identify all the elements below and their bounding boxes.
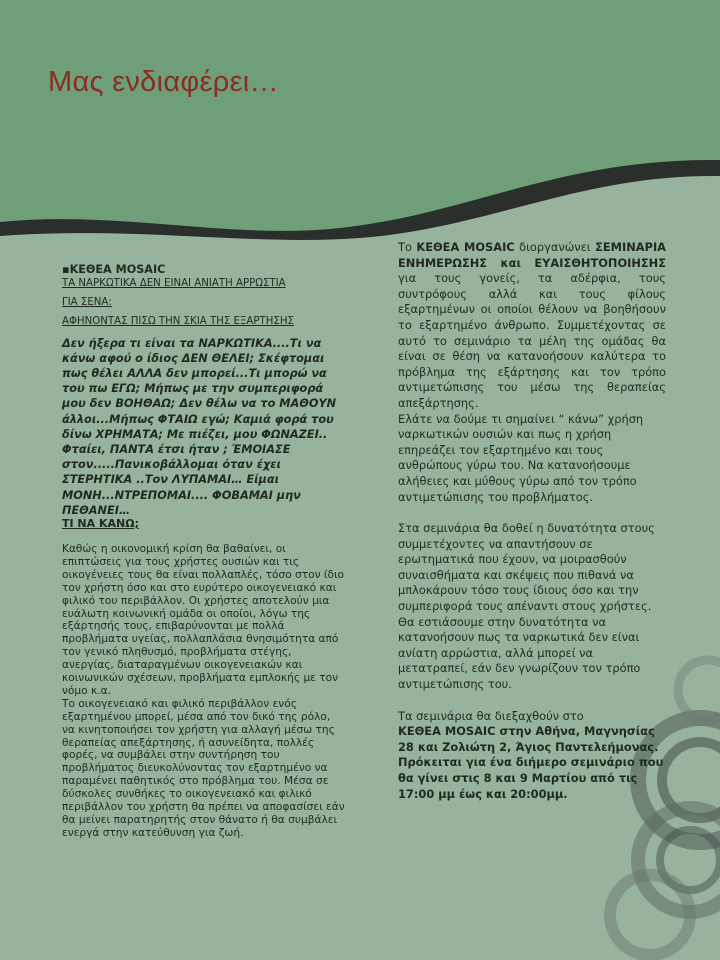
what-to-do-heading: ΤΙ ΝΑ ΚΑΝΩ; [62,517,139,531]
right-paragraph-2: Ελάτε να δούμε τι σημαίνει “ κάνω” χρήση ναρκωτικών ουσιών και πως η χρήση επηρεάζει τον εξαρτημένο και τους ανθρώπους γύρω του. Να κατανοήσουμε αλήθειες και μύθους γύρω από τον τρόπο αντιμετώπισης του προβλήματος. [398,411,644,504]
subtitle-line-2: ΓΙΑ ΣΕΝΑ: [62,296,112,308]
right-paragraph-3: Στα σεμινάρια θα δοθεί η δυνατότητα στους συμμετέχοντες να απαντήσουν σε ερωτηματικά που έχουν, να μοιρασθούν συναισθήματα και σκέψεις που πιθανά να μπλοκάρουν τόσο τους ίδιους όσο και την συμπεριφορά τους απέναντι στους χρήστες. Θα εστιάσουμε στην δυνατότητα να κατανοήσουν πως τα ναρκωτικά δεν είναι ανίατη αρρώστια, αλλά μπορεί να μετατραπεί, εάν δεν γνωρίζουν τον τρόπο αντιμετώπισης του. [398,521,655,692]
right-column [398,240,666,802]
p4-intro: Τα σεμινάρια θα διεξαχθούν στο [398,708,584,723]
p4-details: ΚΕΘΕΑ MOSAIC στην Αθήνα, Μαγνησίας 28 και Ζολιώτη 2, Άγιος Παντελεήμονας. Πρόκειται για ένα διήμερο σεμινάριο που θα γίνει στις 8 και 9 Μαρτίου από τις 17:00 μμ έως και 20:00μμ. [398,724,664,801]
subtitle-line-3: ΑΦΗΝΟΝΤΑΣ ΠΙΣΩ ΤΗΝ ΣΚΙΑ ΤΗΣ ΕΞΑΡΤΗΣΗΣ [62,315,294,327]
right-paragraph-1 [398,240,666,412]
p1-verb: διοργανώνει [519,240,591,254]
left-column [62,264,346,840]
bullet-icon: ▪ [62,263,70,276]
right-paragraph-4 [398,709,666,803]
worries-paragraph: Δεν ήξερα τι είναι τα ΝΑΡΚΩΤΙΚΑ....Τι να κάνω αφού ο ίδιος ΔΕΝ ΘΕΛΕΙ; Σκέφτομαι πως θέλει ΑΛΛΑ δεν μπορεί...Τι μπορώ να του πω ΕΓΩ; Μήπως με την συμπεριφορά μου δεν ΒΟΗΘΑΩ; Δεν θέλω να το ΜΑΘΟΥΝ άλλοι...Μήπως ΦΤΑΙΩ εγώ; Καμιά φορά του δίνω ΧΡΗΜΑΤΑ; Με πιέζει, μου ΦΩΝΑΖΕΙ.. Φταίει, ΠΑΝΤΑ έτσι ήταν ; ΈΜΟΙΑΣΕ στον.....Πανικοβάλλομαι όταν έχει ΣΤΕΡΗΤΙΚΑ ..Τον ΛΥΠΑΜΑΙ… Είμαι ΜΟΝΗ...ΝΤΡΕΠΟΜΑΙ.... ΦΟΒΑΜΑΙ μην ΠΕΘΑΝΕΙ… [62,336,337,517]
p1-org: ΚΕΘΕΑ MOSAIC [416,240,515,254]
left-paragraph-2: Το οικογενειακό και φιλικό περιβάλλον ενός εξαρτημένου μπορεί, μέσα από τον δικό της ρόλο, να κινητοποιήσει τον χρήστη για αλλαγή μέσω της θεραπείας απεξάρτησης, ή ασυνείδητα, πολλές φορές, να συμβάλει στην συντήρηση του προβλήματος διευκολύνοντας τον εξαρτημένο να παραμένει παθητικός στο πρόβλημα του. Μέσα σε δύσκολες συνθήκες το οικογενειακό και φιλικό περιβάλλον του χρήστη θα πρέπει να αποφασίσει εάν θα μείνει παρατηρητής στον θάνατο ή θα συμβάλει ενεργά στην κατεύθυνση για ζωή. [62,697,345,839]
page-title: Μας ενδιαφέρει… [48,66,279,98]
p1-seminars: ΣΕΜΙΝΑΡΙΑ ΕΝΗΜΕΡΩΣΗΣ και ΕΥΑΙΣΘΗΤΟΠΟΙΗΣΗΣ [398,240,666,270]
left-paragraph-1: Καθώς η οικονομική κρίση θα βαθαίνει, οι επιπτώσεις για τους χρήστες ουσιών και τις οικογένειες τους θα είναι πολλαπλές, τόσο στον ίδιο τον χρήστη όσο και στο ευρύτερο οικογενειακό και φιλικό του περιβάλλον. Οι χρήστες αποτελούν μια ευάλωτη κοινωνική ομάδα οι οποίοι, λόγω της εξάρτησής τους, επιβαρύνονται με πολλά προβλήματα υγείας, πολλαπλάσια θνησιμότητα από τον γενικό πληθυσμό, προβλήματα στέγης, ανεργίας, διαταραγμένων οικογενειακών και κοινωνικών σχέσεων, προβλήματα εμπλοκής με τον νόμο κ.α. [62,542,345,697]
p1-body: για τους γονείς, τα αδέρφια, τους συντρόφους αλλά και τους φίλους εξαρτημένων οι οποίοι θέλουν να βοηθήσουν το εξαρτημένο άνθρωπο. Συμμετέχοντας σε αυτό το σεμινάριο τα μέλη της ομάδας θα είναι σε θέση να κατανοήσουν καλύτερα το πρόβλημα της εξάρτησης και τον τρόπο αντιμετώπισης του μέσω της θεραπείας απεξάρτησης. [398,271,666,410]
subtitle-line-1: ΤΑ ΝΑΡΚΩΤΙΚΑ ΔΕΝ ΕΙΝΑΙ ΑΝΙΑΤΗ ΑΡΡΩΣΤΙΑ [62,277,286,289]
heading-text: ΚΕΘΕΑ MOSAIC [69,263,166,276]
p1-intro: Το [398,240,412,254]
left-heading [62,264,346,277]
